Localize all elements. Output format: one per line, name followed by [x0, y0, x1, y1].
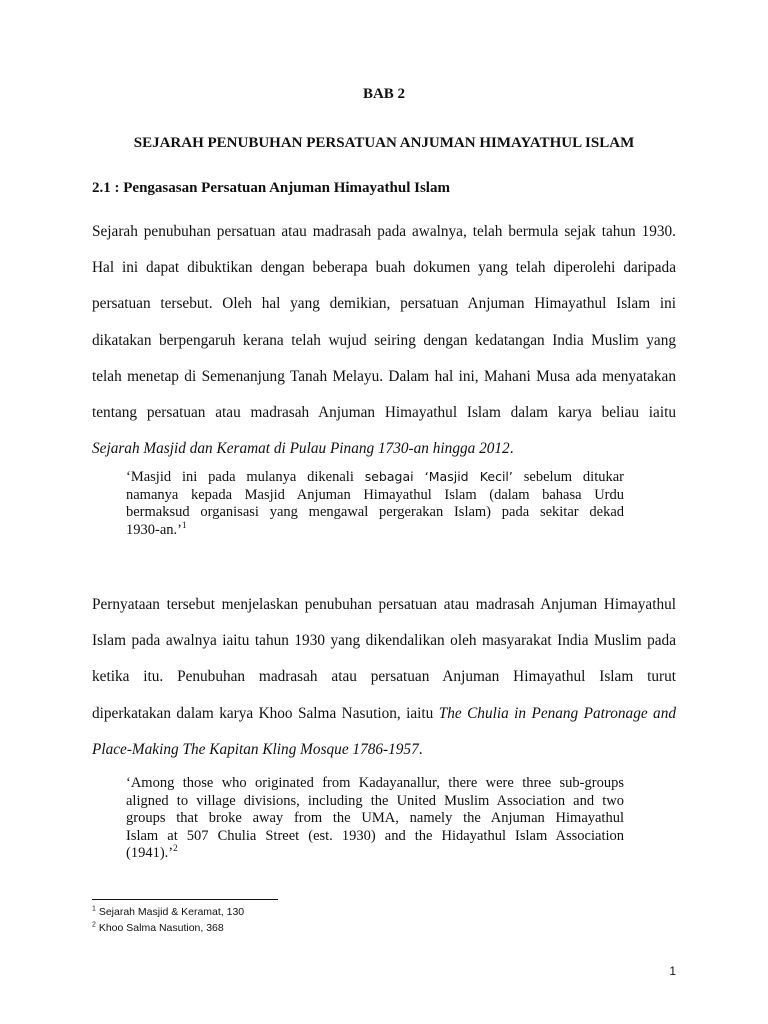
- footnote-text: Khoo Salma Nasution, 368: [98, 922, 224, 934]
- book-title: Place-Making The Kapitan Kling Mosque 1786-1957: [92, 740, 419, 758]
- block-quote-2: [126, 775, 624, 863]
- paragraph-text: diperkatakan dalam karya Khoo Salma Nasution, iaitu: [92, 704, 439, 722]
- footnote-1: [92, 904, 244, 920]
- paragraph-line: persatuan tersebut. Oleh hal yang demikian, persatuan Anjuman Himayathul Islam ini: [92, 295, 676, 313]
- paragraph-line: [92, 431, 676, 467]
- quote-line: namanya kepada Masjid Anjuman Himayathul Islam (dalam bahasa Urdu: [126, 486, 624, 503]
- footnote-marker: 1: [92, 905, 96, 913]
- footnote-ref-1: 1: [181, 519, 187, 530]
- quote-text: (1941).’: [126, 845, 174, 862]
- paragraph-line: telah menetap di Semenanjung Tanah Melayu. Dalam hal ini, Mahani Musa ada menyatakan: [92, 367, 676, 385]
- sentence-end: .: [509, 440, 514, 458]
- block-quote-1: [126, 468, 624, 539]
- footnote-marker: 2: [92, 921, 96, 929]
- quote-line: ‘Among those who originated from Kadayanallur, there were three sub-groups: [126, 775, 624, 791]
- page-number: 1: [669, 964, 676, 978]
- paragraph-line: Hal ini dapat dibuktikan dengan beberapa buah dokumen yang telah diperolehi daripada: [92, 259, 676, 277]
- paragraph-line: dikatakan berpengaruh kerana telah wujud seiring dengan kedatangan India Muslim yang: [92, 331, 676, 349]
- quote-line: Islam at 507 Chulia Street (est. 1930) and the Hidayathul Islam Association: [126, 827, 624, 844]
- quote-line: bermaksud organisasi yang mengawal pergerakan Islam) pada sekitar dekad: [126, 504, 624, 521]
- book-title: Sejarah Masjid dan Keramat di Pulau Pinang 1730-an hingga 2012: [92, 440, 510, 458]
- quote-line: aligned to village divisions, including the United Muslim Association and two: [126, 792, 624, 809]
- footnote-text: Sejarah Masjid & Keramat, 130: [98, 906, 245, 918]
- footnotes: [92, 904, 244, 936]
- paragraph-line: tentang persatuan atau madrasah Anjuman Himayathul Islam dalam karya beliau iaitu: [92, 403, 676, 421]
- chapter-heading: BAB 2: [362, 86, 406, 102]
- quote-text: 1930-an.’: [126, 521, 182, 538]
- paragraph-line: Islam pada awalnya iaitu tahun 1930 yang dikendalikan oleh masyarakat India Muslim pada: [92, 632, 676, 650]
- quote-line: [126, 468, 624, 487]
- footnote-divider: [92, 899, 278, 900]
- paragraph-line: [92, 732, 676, 768]
- quote-line: groups that broke away from the UMA, namely the Anjuman Himayathul: [126, 810, 624, 827]
- quote-text: ‘Masjid ini pada mulanya dikenali: [126, 469, 365, 485]
- paragraph-line: ketika itu. Penubuhan madrasah atau persatuan Anjuman Himayathul Islam turut: [92, 668, 676, 686]
- quote-line: [126, 845, 624, 863]
- paragraph-line: Sejarah penubuhan persatuan atau madrasah pada awalnya, telah bermula sejak tahun 1930.: [92, 223, 676, 240]
- quote-line: [126, 519, 624, 540]
- paragraph-line: [92, 696, 676, 732]
- paragraph-1: [92, 214, 676, 467]
- paragraph-2: [92, 587, 676, 768]
- footnote-ref-2: 2: [173, 843, 178, 854]
- chapter-title: SEJARAH PENUBUHAN PERSATUAN ANJUMAN HIMAYATHUL ISLAM: [133, 135, 635, 151]
- sentence-end: .: [418, 740, 423, 758]
- quote-text-sans: sebagai ‘Masjid Kecil’: [364, 469, 513, 484]
- section-heading: 2.1 : Pengasasan Persatuan Anjuman Himayathul Islam: [92, 180, 450, 196]
- paragraph-line: Pernyataan tersebut menjelaskan penubuhan persatuan atau madrasah Anjuman Himayathul: [92, 596, 676, 613]
- quote-text: sebelum ditukar: [512, 469, 624, 485]
- book-title: The Chulia in Penang Patronage and: [438, 704, 676, 722]
- footnote-2: [92, 920, 244, 936]
